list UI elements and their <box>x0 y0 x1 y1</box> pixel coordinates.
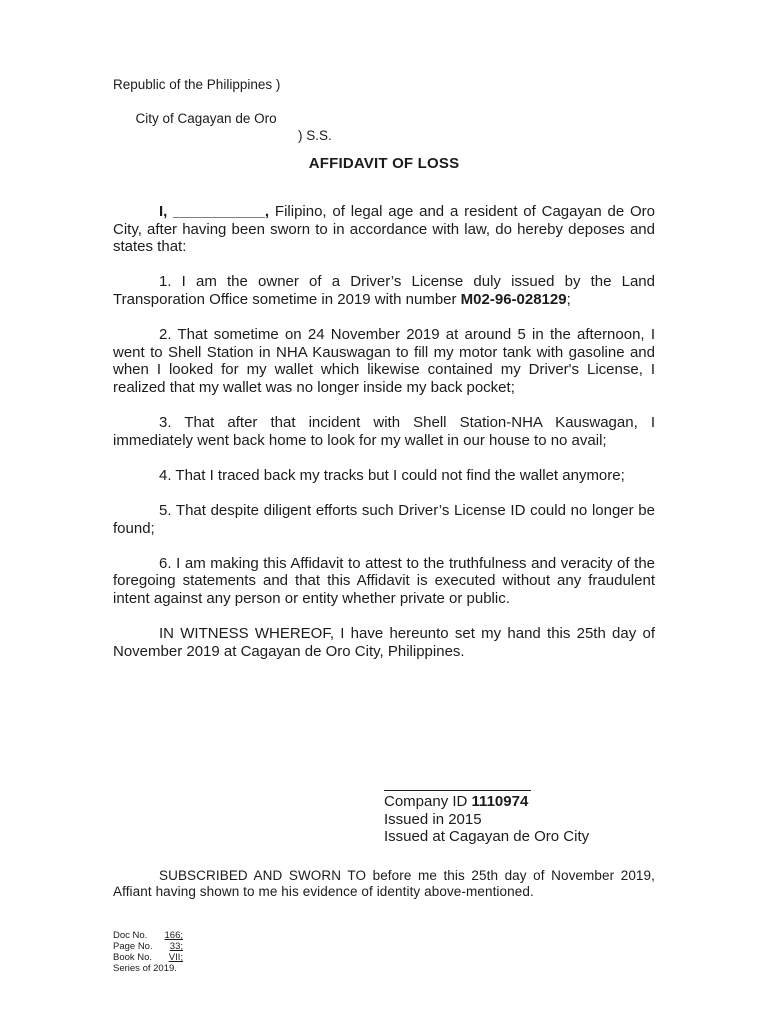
statement-1-text: 1. I am the owner of a Driver’s License duly issued by the Land Transporation Office sometime in 2019 with number <box>113 273 655 308</box>
intro-text: Filipino, of legal age and a resident of Cagayan de Oro City, after having been sworn to in accordance with law, do hereby deposes and states that: <box>113 203 656 256</box>
intro-paragraph <box>113 203 655 256</box>
venue-line-city <box>113 93 332 161</box>
witness-clause: IN WITNESS WHEREOF, I have hereunto set my hand this 25th day of November 2019 at Cagayan de Oro City, Philippines. <box>113 625 655 660</box>
statement-6: 6. I am making this Affidavit to attest to the truthfulness and veracity of the foregoing statements and that this Affidavit is executed without any fraudulent intent against any person or entity whether private or public. <box>113 554 655 608</box>
book-label: Book No. <box>113 952 153 963</box>
venue-block <box>113 76 332 161</box>
statement-3: 3. That after that incident with Shell Station-NHA Kauswagan, I immediately went back home to look for my wallet in our house to no avail; <box>113 414 655 449</box>
book-number-row <box>113 952 183 963</box>
statement-2: 2. That sometime on 24 November 2019 at around 5 in the afternoon, I went to Shell Station in NHA Kauswagan to fill my motor tank with gasoline and when I looked for my wallet which likewise contained my Driver's License, I realized that my wallet was no longer inside my back pocket; <box>113 326 655 396</box>
license-number: M02-96-028129 <box>460 290 567 308</box>
affidavit-body <box>113 203 655 678</box>
venue-ss: ) S.S. <box>298 128 332 143</box>
signature-block <box>384 780 589 846</box>
venue-line-republic: Republic of the Philippines ) <box>113 77 281 92</box>
doc-number-row <box>113 930 183 941</box>
series-row: Series of 2019. <box>113 963 177 974</box>
jurat-text: SUBSCRIBED AND SWORN TO before me this 25th day of November 2019, Affiant having shown to me his evidence of identity above-mentioned. <box>113 868 655 899</box>
document-title: AFFIDAVIT OF LOSS <box>308 155 460 172</box>
company-id-line <box>384 793 589 811</box>
signature-line <box>384 780 531 791</box>
page-label: Page No. <box>113 941 153 952</box>
statement-5: 5. That despite diligent efforts such Driver’s License ID could no longer be found; <box>113 502 655 537</box>
issued-at: Issued at Cagayan de Oro City <box>384 828 590 846</box>
statement-1-end: ; <box>566 290 571 308</box>
page-number-row <box>113 941 183 952</box>
company-id-label: Company ID <box>384 793 472 810</box>
affiant-name-blank: I, ___________, <box>159 203 270 220</box>
statement-4: 4. That I traced back my tracks but I could not find the wallet anymore; <box>159 466 625 484</box>
statement-1 <box>113 273 655 308</box>
doc-value: 166; <box>164 930 183 941</box>
book-value: VII; <box>168 952 183 963</box>
venue-city: City of Cagayan de Oro <box>135 111 277 126</box>
issued-in: Issued in 2015 <box>384 810 482 828</box>
doc-label: Doc No. <box>113 930 148 941</box>
company-id-value: 1110974 <box>471 793 529 810</box>
notarial-register <box>113 930 183 974</box>
jurat <box>113 868 655 900</box>
page-value: 33; <box>169 941 183 952</box>
